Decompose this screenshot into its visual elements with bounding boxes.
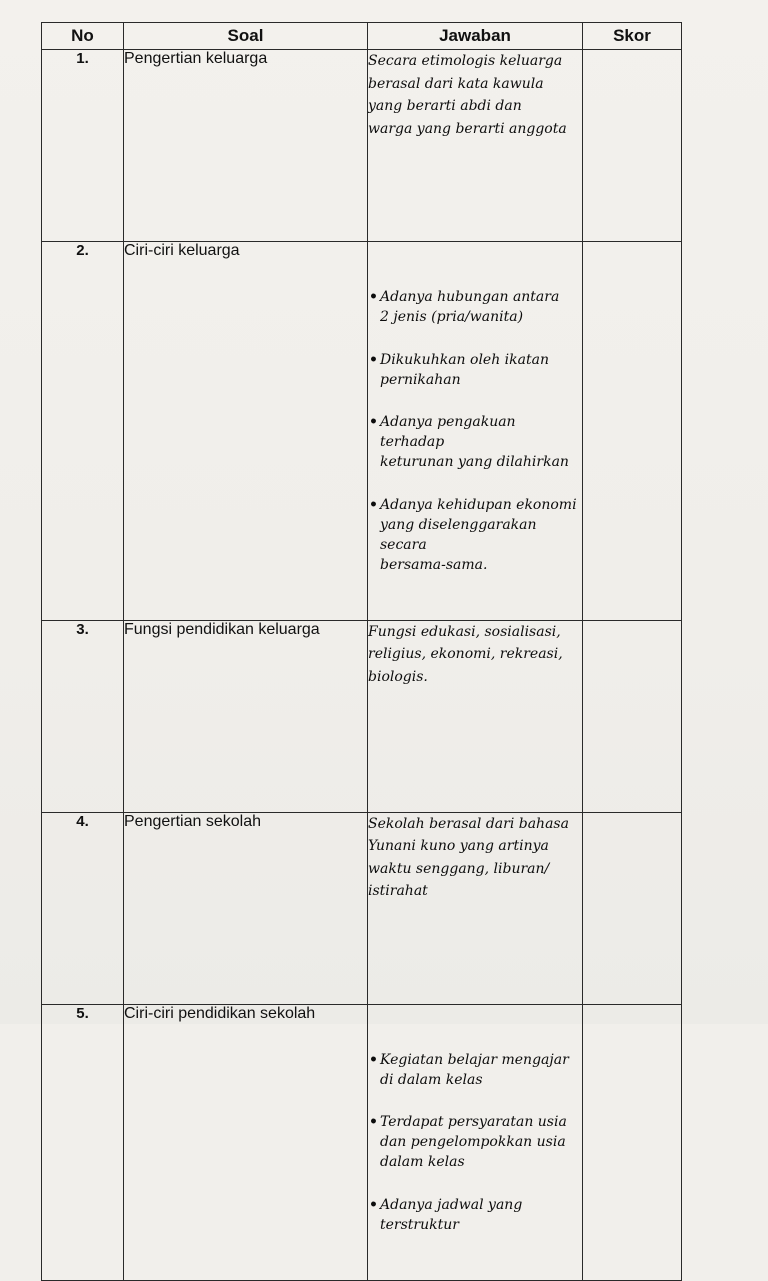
score-cell: [583, 620, 682, 812]
answer-list: [368, 1027, 582, 1257]
score-cell: [583, 1004, 682, 1280]
answer-cell: Fungsi edukasi, sosialisasi, religius, ekonomi, rekreasi, biologis.: [368, 620, 583, 812]
answer-list-item: • Adanya pengakuan terhadap keturunan yang dilahirkan: [380, 412, 582, 472]
question-cell: [124, 1004, 368, 1280]
table-row: [42, 620, 682, 812]
answer-list-item: • Adanya jadwal yang terstruktur: [380, 1195, 582, 1235]
question-text: Pengertian sekolah: [124, 812, 261, 830]
row-number: 2.: [42, 242, 124, 621]
answer-cell: [368, 242, 583, 621]
answer-list-item: • Adanya hubungan antara 2 jenis (pria/wanita): [380, 287, 582, 327]
header-jawaban: Jawaban: [368, 23, 583, 50]
question-cell: [124, 50, 368, 242]
row-number: 1.: [42, 50, 124, 242]
table-row: [42, 1004, 682, 1280]
question-cell: [124, 620, 368, 812]
question-text: Pengertian keluarga: [124, 50, 268, 67]
table-row: [42, 242, 682, 621]
header-row: [42, 23, 682, 50]
answer-cell: [368, 1004, 583, 1280]
row-number: 5.: [42, 1004, 124, 1280]
answer-list-item: • Kegiatan belajar mengajar di dalam kelas: [380, 1050, 582, 1090]
table-row: [42, 50, 682, 242]
header-soal: Soal: [124, 23, 368, 50]
answer-list: [368, 265, 582, 598]
question-text: Ciri-ciri keluarga: [124, 242, 240, 259]
answer-table: [41, 22, 682, 1281]
header-no: No: [42, 23, 124, 50]
answer-cell: Sekolah berasal dari bahasa Yunani kuno yang artinya waktu senggang, liburan/ istirahat: [368, 812, 583, 1004]
answer-cell: Secara etimologis keluarga berasal dari kata kawula yang berarti abdi dan warga yang berarti anggota: [368, 50, 583, 242]
question-cell: [124, 812, 368, 1004]
score-cell: [583, 242, 682, 621]
question-text: Ciri-ciri pendidikan sekolah: [124, 1004, 316, 1022]
answer-list-item: • Dikukuhkan oleh ikatan pernikahan: [380, 350, 582, 390]
header-skor: Skor: [583, 23, 682, 50]
answer-list-item: • Adanya kehidupan ekonomi yang diselenggarakan secara bersama-sama.: [380, 495, 582, 575]
table-row: [42, 812, 682, 1004]
score-cell: [583, 812, 682, 1004]
question-cell: [124, 242, 368, 621]
row-number: 4.: [42, 812, 124, 1004]
question-text: Fungsi pendidikan keluarga: [124, 620, 320, 638]
row-number: 3.: [42, 620, 124, 812]
score-cell: [583, 50, 682, 242]
answer-list-item: • Terdapat persyaratan usia dan pengelompokkan usia dalam kelas: [380, 1112, 582, 1172]
